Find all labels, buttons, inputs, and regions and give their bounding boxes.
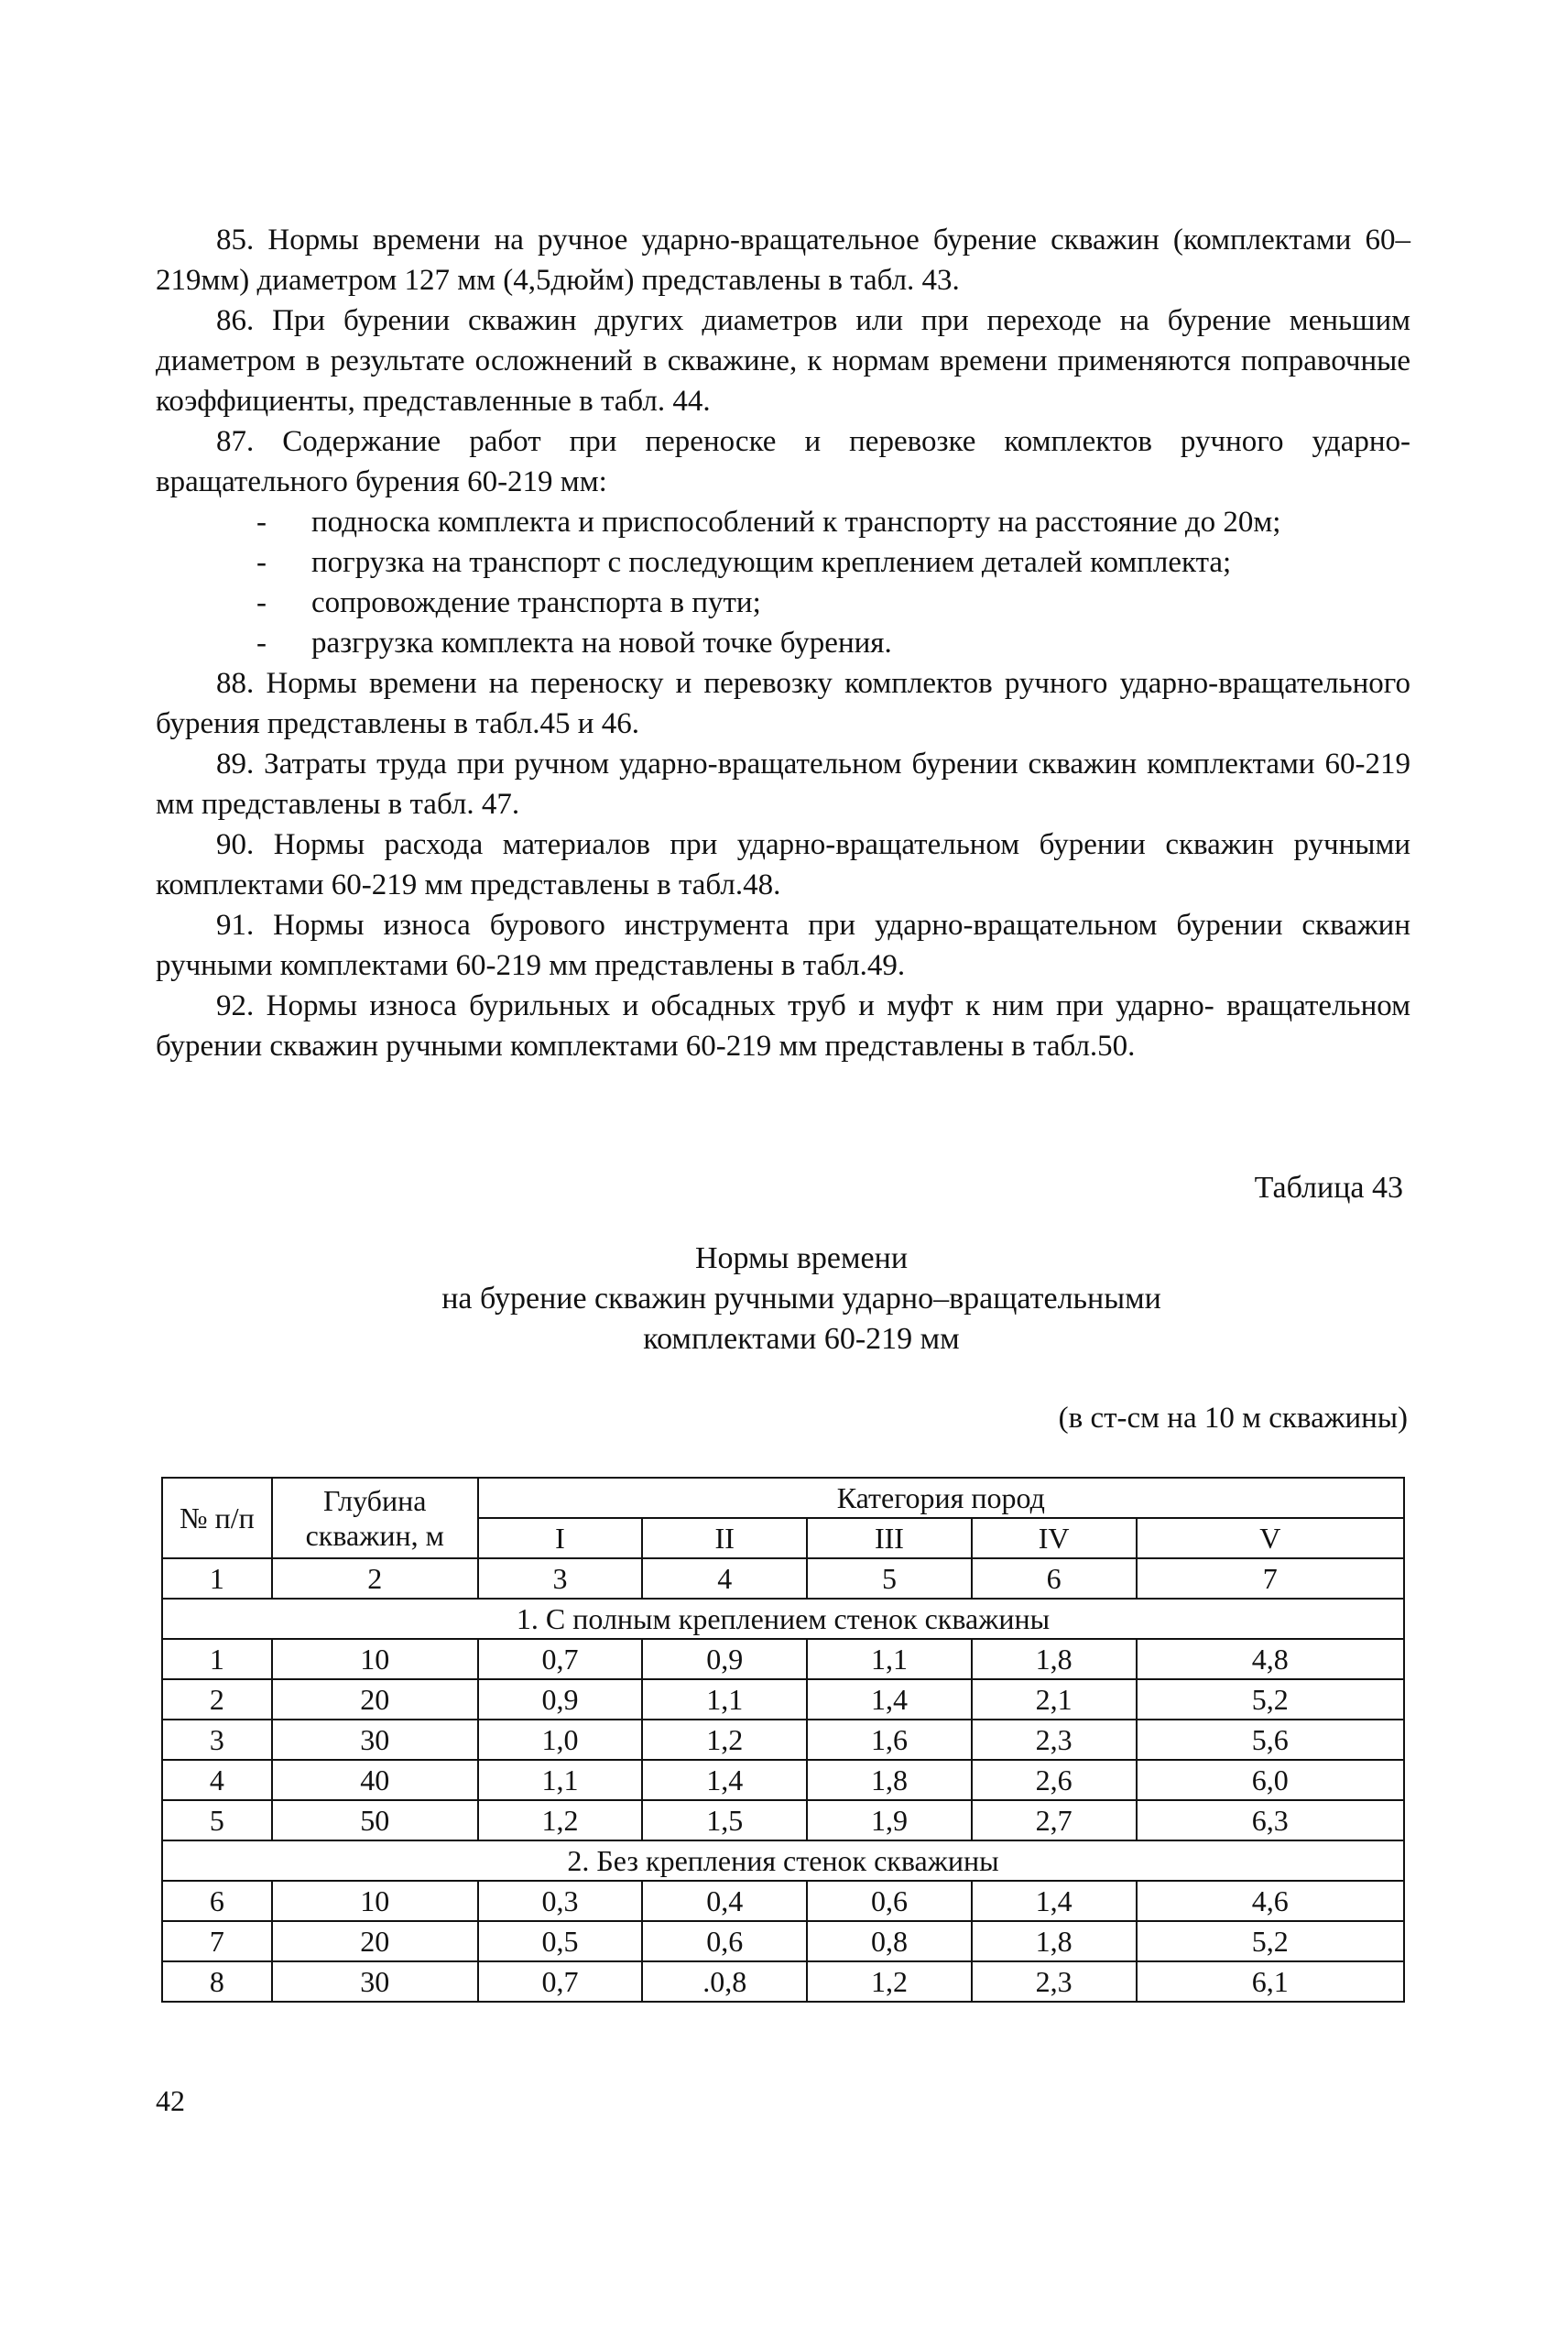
table-cell: 4,8 <box>1137 1639 1404 1679</box>
list-item: - сопровождение транспорта в пути; <box>256 583 1410 623</box>
column-number-row <box>162 1558 1404 1599</box>
table-cell: 7 <box>162 1921 272 1961</box>
paragraph-92: 92. Нормы износа бурильных и обсадных труб и муфт к ним при ударно- вращательном бурении скважин ручными комплектами 60-219 мм представлены в табл.50. <box>156 989 1410 1063</box>
caption-line: комплектами 60-219 мм <box>643 1322 960 1356</box>
table-caption <box>183 1239 1420 1360</box>
table-cell: 1,2 <box>807 1961 972 2002</box>
header-cat: II <box>642 1518 807 1558</box>
table-cell: 2,7 <box>972 1800 1137 1840</box>
section-row <box>162 1840 1404 1881</box>
paragraph-90: 90. Нормы расхода материалов при ударно-вращательном бурении скважин ручными комплектами 60-219 мм представлены в табл.48. <box>156 828 1410 901</box>
paragraph-91: 91. Нормы износа бурового инструмента при ударно-вращательном бурении скважин ручными комплектами 60-219 мм представлены в табл.49. <box>156 909 1410 982</box>
table-cell: 2,3 <box>972 1961 1137 2002</box>
table-cell: 1,1 <box>478 1760 643 1800</box>
caption-line: на бурение скважин ручными ударно–вращательными <box>441 1282 1161 1316</box>
table-row <box>162 1720 1404 1760</box>
table-cell: 40 <box>272 1760 478 1800</box>
table-cell: 1,4 <box>642 1760 807 1800</box>
table-row <box>162 1800 1404 1840</box>
table-cell: 20 <box>272 1679 478 1720</box>
table-body <box>162 1599 1404 2002</box>
table-cell: 1 <box>162 1639 272 1679</box>
header-cat: V <box>1137 1518 1404 1558</box>
table-cell: 5,6 <box>1137 1720 1404 1760</box>
col-number: 2 <box>272 1558 478 1599</box>
table-unit: (в ст-см на 10 м скважины) <box>1058 1402 1408 1435</box>
table-cell: 1,5 <box>642 1800 807 1840</box>
table-cell: 1,8 <box>972 1639 1137 1679</box>
paragraph-86: 86. При бурении скважин других диаметров или при переходе на бурение меньшим диаметром в результате осложнений в скважине, к нормам времени применяются поправочные коэффициенты, представленные в табл. 44. <box>156 304 1410 418</box>
table-cell: 30 <box>272 1720 478 1760</box>
table-cell: 5,2 <box>1137 1921 1404 1961</box>
table-cell: 0,9 <box>642 1639 807 1679</box>
table-row <box>162 1679 1404 1720</box>
table-cell: 1,2 <box>642 1720 807 1760</box>
header-cat: I <box>478 1518 643 1558</box>
table-row <box>162 1961 1404 2002</box>
table-cell: 3 <box>162 1720 272 1760</box>
table-header-row <box>162 1478 1404 1518</box>
table-cell: 2,6 <box>972 1760 1137 1800</box>
col-number: 4 <box>642 1558 807 1599</box>
norms-table <box>161 1477 1405 2003</box>
table-cell: 0,7 <box>478 1961 643 2002</box>
table-cell: 50 <box>272 1800 478 1840</box>
header-depth: Глубина скважин, м <box>272 1478 478 1558</box>
list-item: - погрузка на транспорт с последующим креплением деталей комплекта; <box>256 542 1410 583</box>
table-cell: 10 <box>272 1881 478 1921</box>
page-number: 42 <box>156 2084 185 2117</box>
table-cell: .0,8 <box>642 1961 807 2002</box>
col-number: 6 <box>972 1558 1137 1599</box>
section-title: 2. Без крепления стенок скважины <box>162 1840 1404 1881</box>
table-cell: 2,1 <box>972 1679 1137 1720</box>
table-cell: 4,6 <box>1137 1881 1404 1921</box>
table-cell: 0,4 <box>642 1881 807 1921</box>
table-cell: 0,6 <box>807 1881 972 1921</box>
table-cell: 6,1 <box>1137 1961 1404 2002</box>
header-cat: IV <box>972 1518 1137 1558</box>
table-cell: 20 <box>272 1921 478 1961</box>
table-cell: 1,6 <box>807 1720 972 1760</box>
table-cell: 5,2 <box>1137 1679 1404 1720</box>
table-cell: 0,5 <box>478 1921 643 1961</box>
table-cell: 0,9 <box>478 1679 643 1720</box>
paragraph-87: 87. Содержание работ при переноске и перевозке комплектов ручного ударно-вращательного бурения 60-219 мм: <box>156 425 1410 498</box>
table-cell: 0,8 <box>807 1921 972 1961</box>
table-row <box>162 1881 1404 1921</box>
table-cell: 1,1 <box>642 1679 807 1720</box>
work-list <box>156 502 1410 663</box>
table-cell: 5 <box>162 1800 272 1840</box>
table-cell: 4 <box>162 1760 272 1800</box>
table-cell: 1,0 <box>478 1720 643 1760</box>
header-category: Категория пород <box>478 1478 1404 1518</box>
paragraph-89: 89. Затраты труда при ручном ударно-вращательном бурении скважин комплектами 60-219 мм представлены в табл. 47. <box>156 748 1410 821</box>
header-num: № п/п <box>162 1478 272 1558</box>
col-number: 1 <box>162 1558 272 1599</box>
table-cell: 6,3 <box>1137 1800 1404 1840</box>
header-cat: III <box>807 1518 972 1558</box>
col-number: 3 <box>478 1558 643 1599</box>
list-item: - подноска комплекта и приспособлений к транспорту на расстояние до 20м; <box>256 502 1410 542</box>
table-cell: 1,1 <box>807 1639 972 1679</box>
table-cell: 10 <box>272 1639 478 1679</box>
table-row <box>162 1639 1404 1679</box>
table-cell: 1,4 <box>972 1881 1137 1921</box>
list-item: - разгрузка комплекта на новой точке бурения. <box>256 623 1410 663</box>
table-row <box>162 1921 1404 1961</box>
table-cell: 6 <box>162 1881 272 1921</box>
table-cell: 30 <box>272 1961 478 2002</box>
col-number: 5 <box>807 1558 972 1599</box>
caption-line: Нормы времени <box>694 1241 909 1275</box>
table-cell: 0,6 <box>642 1921 807 1961</box>
table-cell: 1,8 <box>972 1921 1137 1961</box>
table-cell: 1,9 <box>807 1800 972 1840</box>
table-cell: 1,4 <box>807 1679 972 1720</box>
table-cell: 1,2 <box>478 1800 643 1840</box>
section-row <box>162 1599 1404 1639</box>
col-number: 7 <box>1137 1558 1404 1599</box>
paragraph-88: 88. Нормы времени на переноску и перевозку комплектов ручного ударно-вращательного бурения представлены в табл.45 и 46. <box>156 667 1410 740</box>
table-cell: 0,3 <box>478 1881 643 1921</box>
table-row <box>162 1760 1404 1800</box>
section-title: 1. С полным креплением стенок скважины <box>162 1599 1404 1639</box>
paragraph-85: 85. Нормы времени на ручное ударно-вращательное бурение скважин (комплектами 60–219мм) диаметром 127 мм (4,5дюйм) представлены в табл. 43. <box>156 224 1410 297</box>
table-cell: 8 <box>162 1961 272 2002</box>
table-cell: 6,0 <box>1137 1760 1404 1800</box>
table-cell: 2 <box>162 1679 272 1720</box>
body-text <box>156 220 1410 1066</box>
table-cell: 2,3 <box>972 1720 1137 1760</box>
table-cell: 1,8 <box>807 1760 972 1800</box>
table-cell: 0,7 <box>478 1639 643 1679</box>
table-number: Таблица 43 <box>1254 1171 1403 1205</box>
